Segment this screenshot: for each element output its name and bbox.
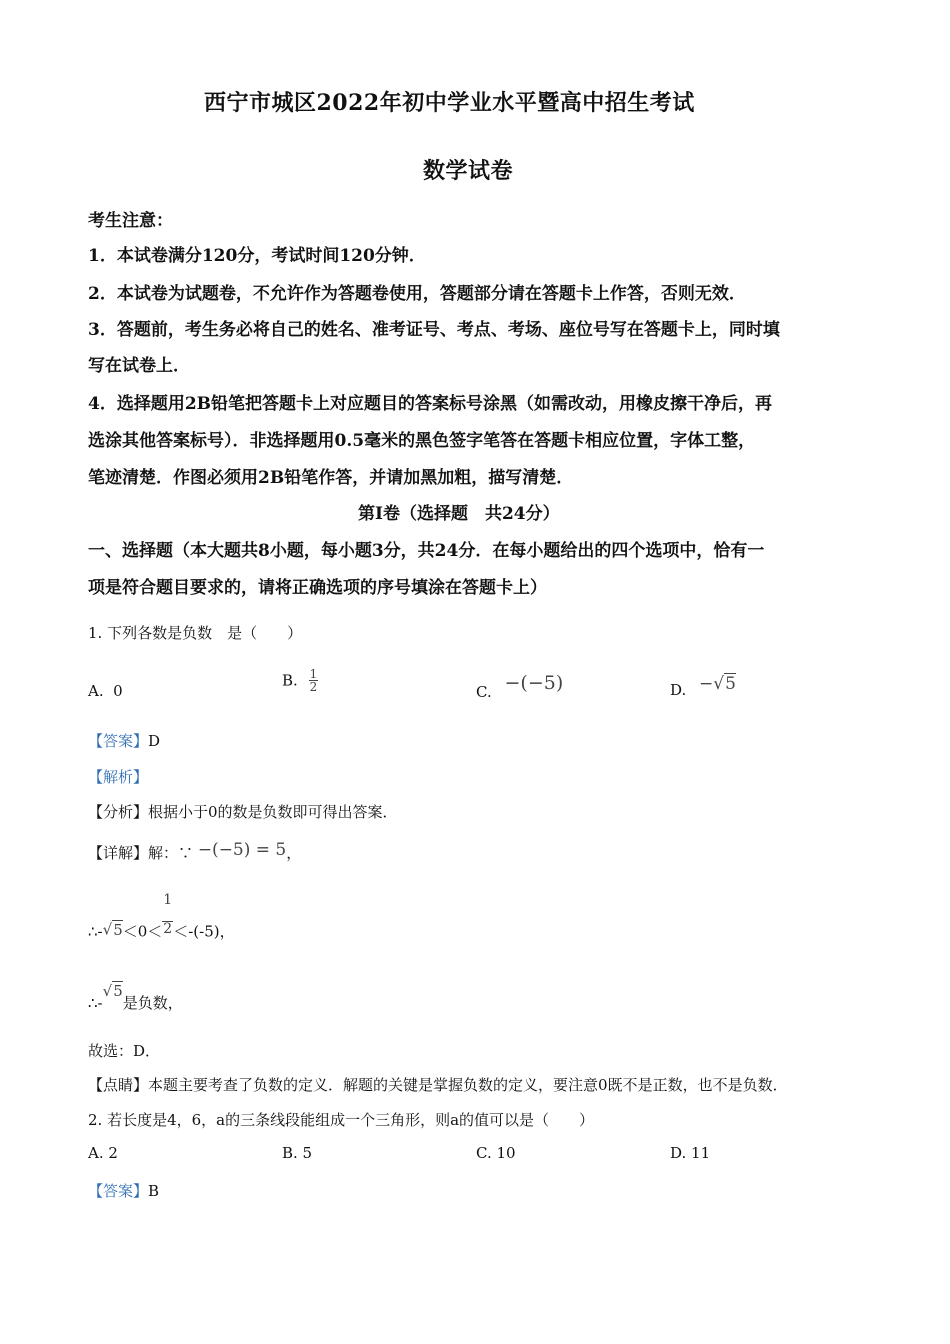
q2-answer bbox=[88, 1180, 159, 1201]
fraction-denominator: 2 bbox=[309, 680, 318, 694]
q1-choose: 故选：D． bbox=[88, 1042, 161, 1060]
q2-option-c: C. 10 bbox=[476, 1144, 516, 1162]
q1-step-3 bbox=[88, 982, 183, 1013]
notice-item-4: 4．选择题用2B铅笔把答题卡上对应题目的答案标号涂黑（如需改动，用橡皮擦干净后，再 bbox=[88, 394, 773, 414]
detail-prefix: 解：∵ bbox=[148, 844, 194, 862]
fraction-numerator: 1 bbox=[309, 667, 318, 681]
sqrt-radicand: 5 bbox=[725, 674, 736, 694]
fraction-denominator: 2 bbox=[163, 921, 173, 937]
notice-item-4-cont-2: 笔迹清楚．作图必须用2B铅笔作答，并请加黑加粗，描写清楚． bbox=[88, 468, 574, 488]
notice-item-3: 3．答题前，考生务必将自己的姓名、准考证号、考点、考场、座位号写在答题卡上，同时填 bbox=[88, 320, 780, 340]
notice-item-4-cont-1: 选涂其他答案标号）．非选择题用0.5毫米的黑色签字笔答在答题卡相应位置，字体工整， bbox=[88, 431, 756, 451]
notice-item-3-cont: 写在试卷上． bbox=[88, 356, 190, 376]
option-label: B. bbox=[282, 671, 298, 690]
math-expression: −(−5) bbox=[504, 672, 564, 694]
step-prefix: ∴- bbox=[88, 994, 103, 1012]
notice-item-2: 2．本试卷为试题卷，不允许作为答题卷使用，答题部分请在答题卡上作答，否则无效． bbox=[88, 284, 746, 304]
notice-item-1: 1．本试卷满分120分，考试时间120分钟． bbox=[88, 246, 426, 266]
q1-fenxi bbox=[88, 801, 398, 822]
sqrt-symbol-icon: √ bbox=[713, 674, 725, 694]
q2-option-d: D. 11 bbox=[670, 1144, 711, 1162]
option-label: C. bbox=[476, 683, 492, 701]
q1-detail bbox=[88, 840, 301, 863]
fenxi-text: 根据小于0的数是负数即可得出答案． bbox=[148, 803, 398, 821]
answer-tag: 【答案】 bbox=[88, 732, 149, 750]
page-subtitle: 数学试卷 bbox=[423, 158, 514, 184]
step-prefix: ∴- bbox=[88, 922, 103, 941]
section-instruction-1: 一、选择题（本大题共8小题，每小题3分，共24分．在每小题给出的四个选项中，恰有一 bbox=[88, 541, 765, 561]
q1-option-a bbox=[88, 682, 123, 700]
q1-option-b bbox=[282, 668, 318, 693]
step-mid: ＜0＜ bbox=[122, 922, 163, 941]
comment-text: 本题主要考查了负数的定义．解题的关键是掌握负数的定义，要注意0既不是正数，也不是负数． bbox=[148, 1076, 788, 1094]
q2-option-b: B. 5 bbox=[282, 1144, 313, 1162]
q1-option-c bbox=[476, 672, 563, 701]
comment-tag: 【点睛】 bbox=[88, 1076, 149, 1094]
step-suffix: ＜-(-5)， bbox=[173, 922, 235, 941]
section-instruction-2: 项是符合题目要求的，请将正确选项的序号填涂在答题卡上） bbox=[88, 578, 547, 598]
fraction bbox=[309, 668, 319, 693]
detail-tag: 【详解】 bbox=[88, 844, 149, 862]
sqrt-symbol-icon: √ bbox=[102, 982, 113, 1000]
answer-tag: 【答案】 bbox=[88, 1182, 149, 1200]
fraction bbox=[162, 893, 173, 936]
q1-answer bbox=[88, 730, 160, 751]
detail-suffix: ， bbox=[286, 844, 302, 862]
notice-heading: 考生注意： bbox=[88, 211, 173, 231]
minus-sign: − bbox=[699, 674, 714, 694]
q1-stem: 1. 下列各数是负数 是（ ） bbox=[88, 624, 303, 642]
q1-analysis-tag: 【解析】 bbox=[88, 768, 149, 786]
math-expression: −(−5) = 5 bbox=[197, 840, 287, 860]
sqrt-radicand: 5 bbox=[113, 920, 123, 939]
section-title: 第Ⅰ卷（选择题 共24分） bbox=[358, 504, 560, 524]
fraction-numerator: 1 bbox=[163, 892, 173, 908]
page-title: 西宁市城区2022年初中学业水平暨高中招生考试 bbox=[204, 90, 695, 116]
sqrt-radicand: 5 bbox=[113, 982, 123, 1000]
option-label: A. bbox=[88, 682, 104, 700]
q1-option-d bbox=[670, 674, 736, 699]
sqrt-symbol-icon: √ bbox=[102, 920, 113, 939]
option-label: D. bbox=[670, 681, 687, 699]
step-suffix: 是负数， bbox=[122, 994, 183, 1012]
option-value: 0 bbox=[113, 682, 123, 700]
q1-comment bbox=[88, 1074, 788, 1095]
answer-value: D bbox=[148, 732, 161, 750]
answer-value: B bbox=[148, 1182, 160, 1200]
q2-stem: 2. 若长度是4，6，a的三条线段能组成一个三角形，则a的值可以是（ ） bbox=[88, 1111, 595, 1129]
q1-step-2 bbox=[88, 893, 235, 942]
q2-option-a: A. 2 bbox=[88, 1144, 118, 1162]
fenxi-tag: 【分析】 bbox=[88, 803, 149, 821]
